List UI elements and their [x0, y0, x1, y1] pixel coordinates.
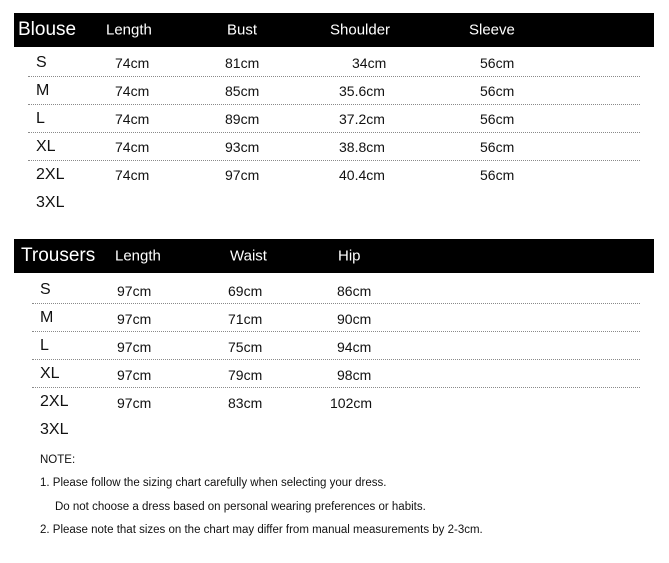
trousers-header-bar [14, 239, 654, 273]
note-line-3: 2. Please note that sizes on the chart may differ from manual measurements by 2-3cm. [40, 524, 483, 536]
blouse-sleeve-m: 56cm [480, 83, 515, 99]
blouse-size-l: L [36, 110, 45, 127]
blouse-sleeve-s: 56cm [480, 55, 515, 71]
blouse-size-2xl: 2XL [36, 166, 65, 183]
row-divider [28, 76, 640, 77]
blouse-shoulder-m: 35.6cm [339, 83, 385, 99]
trousers-hip-m: 90cm [337, 311, 372, 327]
blouse-header-bar [14, 13, 654, 47]
row-divider [28, 132, 640, 133]
blouse-col-length: Length [106, 21, 152, 39]
trousers-hip-l: 94cm [337, 339, 372, 355]
blouse-length-xl: 74cm [115, 139, 150, 155]
row-divider [32, 331, 640, 332]
blouse-size-3xl: 3XL [36, 194, 65, 211]
blouse-bust-m: 85cm [225, 83, 260, 99]
blouse-sleeve-2xl: 56cm [480, 167, 515, 183]
trousers-col-length: Length [115, 247, 161, 265]
note-line-1: 1. Please follow the sizing chart carefully when selecting your dress. [40, 477, 387, 489]
trousers-size-xl: XL [40, 365, 60, 382]
blouse-length-m: 74cm [115, 83, 150, 99]
row-divider [28, 160, 640, 161]
blouse-bust-s: 81cm [225, 55, 260, 71]
blouse-col-bust: Bust [227, 21, 258, 39]
note-line-2: Do not choose a dress based on personal wearing preferences or habits. [55, 501, 426, 513]
row-divider [32, 387, 640, 388]
blouse-shoulder-xl: 38.8cm [339, 139, 385, 155]
blouse-bust-2xl: 97cm [225, 167, 260, 183]
note-heading: NOTE: [40, 454, 76, 466]
blouse-size-xl: XL [36, 138, 56, 155]
blouse-length-s: 74cm [115, 55, 150, 71]
trousers-hip-2xl: 102cm [330, 395, 373, 411]
trousers-size-s: S [40, 281, 51, 298]
trousers-waist-l: 75cm [228, 339, 263, 355]
blouse-shoulder-2xl: 40.4cm [339, 167, 385, 183]
blouse-sleeve-l: 56cm [480, 111, 515, 127]
trousers-size-m: M [40, 309, 54, 326]
blouse-size-s: S [36, 54, 47, 71]
blouse-length-l: 74cm [115, 111, 150, 127]
trousers-length-s: 97cm [117, 283, 152, 299]
blouse-bust-l: 89cm [225, 111, 260, 127]
row-divider [32, 359, 640, 360]
trousers-col-hip: Hip [338, 247, 361, 265]
blouse-length-2xl: 74cm [115, 167, 150, 183]
trousers-col-waist: Waist [230, 247, 267, 265]
blouse-col-shoulder: Shoulder [330, 21, 391, 39]
trousers-waist-s: 69cm [228, 283, 263, 299]
trousers-hip-s: 86cm [337, 283, 372, 299]
blouse-sleeve-xl: 56cm [480, 139, 515, 155]
blouse-size-m: M [36, 82, 50, 99]
trousers-length-l: 97cm [117, 339, 152, 355]
trousers-length-2xl: 97cm [117, 395, 152, 411]
row-divider [28, 104, 640, 105]
trousers-size-l: L [40, 337, 49, 354]
blouse-shoulder-s: 34cm [352, 55, 387, 71]
trousers-waist-2xl: 83cm [228, 395, 263, 411]
row-divider [32, 303, 640, 304]
trousers-waist-m: 71cm [228, 311, 263, 327]
trousers-size-3xl: 3XL [40, 421, 69, 438]
trousers-waist-xl: 79cm [228, 367, 263, 383]
blouse-shoulder-l: 37.2cm [339, 111, 385, 127]
trousers-title: Trousers [21, 245, 96, 266]
trousers-length-m: 97cm [117, 311, 152, 327]
trousers-length-xl: 97cm [117, 367, 152, 383]
blouse-title: Blouse [18, 19, 77, 40]
blouse-bust-xl: 93cm [225, 139, 260, 155]
trousers-hip-xl: 98cm [337, 367, 372, 383]
trousers-size-2xl: 2XL [40, 393, 69, 410]
blouse-col-sleeve: Sleeve [469, 21, 515, 39]
